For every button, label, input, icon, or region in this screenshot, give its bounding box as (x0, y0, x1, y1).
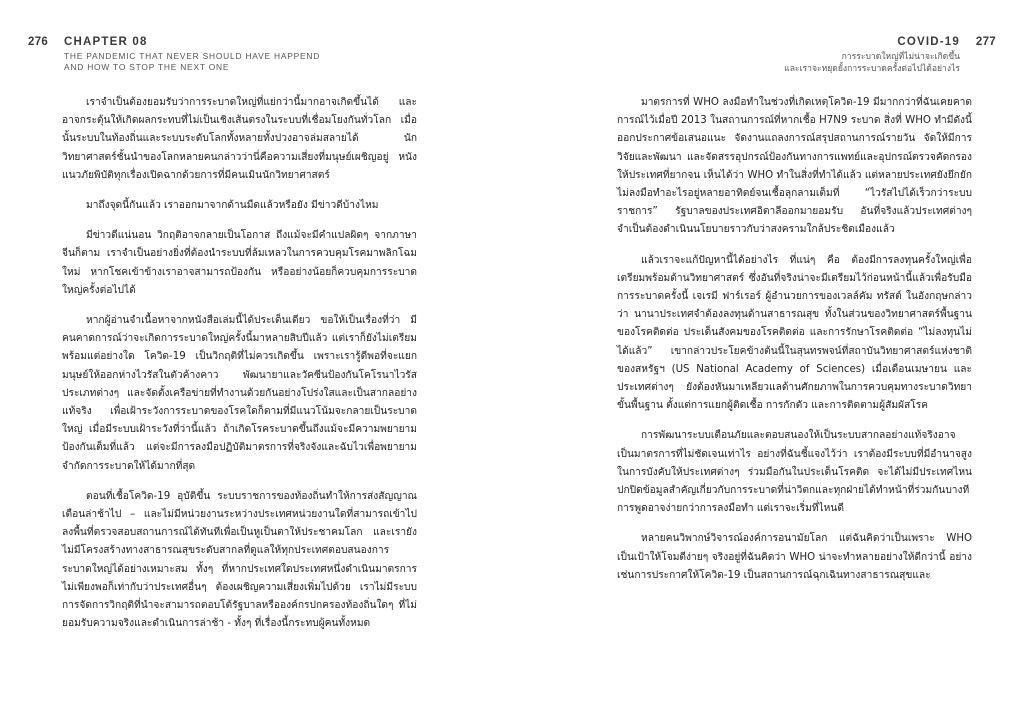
paragraph: หากผู้อ่านจำเนื้อหาจากหนังสือเล่มนี้ได้ประเด็นเดียว ขอให้เป็นเรื่องที่ว่า มีคนคาดการณ์ว่าจะเกิดการระบาดใหญ่ครั้งนี้มาหลายสิบปีแล้ว แต่เราก็ยังไม่เตรียมพร้อมแต่อย่างใด โควิด-19 เป็นวิกฤติที่ไม่ควรเกิดขึ้น เพราะเรารู้ดีพอที่จะแยกมนุษย์ให้ออกห่างไวรัสในตัวค้างคาว พัฒนายาและวัคซีนป้องกันโคโรนาไวรัสประเภทต่างๆ และจัดตั้งเครือข่ายที่ทำงานด้วยกันอย่างโปร่งใสและเป็นสากลอย่างแท้จริง เพื่อเฝ้าระวังการระบาดของโรคใดก็ตามที่มีแนวโน้มจะกลายเป็นระบาดใหญ่ เมื่อมีระบบเฝ้าระวังที่ว่านี้แล้ว ถ้าเกิดโรคระบาดขึ้นถึงแม้จะมีความพยายามป้องกันเต็มที่แล้ว แต่จะมีการลงมือปฏิบัติมาตรการที่จริงจังและฉับไวเพื่อพยายามจำกัดการระบาดให้ได้มากที่สุด (62, 315, 417, 472)
chapter-heading (64, 36, 320, 73)
paragraph: การพัฒนาระบบเตือนภัยและตอบสนองให้เป็นระบบสากลอย่างแท้จริงอาจเป็นมาตรการที่ไม่ชัดเจนเท่าไร อย่างที่ฉันชี้แจงไว้ว่า เราต้องมีระบบที่มีอำนาจสูงในการบังคับให้ประเทศต่างๆ ร่วมมือกันในประเด็นโรคติด จะได้ไม่มีประเทศไหนปกปิดข้อมูลสำคัญเกี่ยวกับการระบาดที่น่าวิตกและทุกฝ่ายได้ทำหน้าที่ร่วมกันบางทีการพูดอาจง่ายกว่าการลงมือทำ แต่เราจะเริ่มที่ไหนดี (617, 430, 972, 515)
paragraph: มาตรการที่ WHO ลงมือทำในช่วงที่เกิดเหตุโควิด-19 มีมากกว่าที่ฉันเคยคาดการณ์ไว้เมื่อปี 2013 ในสถานการณ์ที่หากเชื้อ H7N9 ระบาด สิ่งที่ WHO ทำมีดังนี้ ออกประกาศข้อเสนอแนะ จัดงานแถลงการณ์สรุปสถานการณ์รายวัน จัดให้มีการวิจัยและพัฒนา และจัดสรรอุปกรณ์ป้องกันทางการแพทย์และอุปกรณ์ตรวจคัดกรองให้ประเทศที่ยากจน เห็นได้ว่า WHO ทำในสิ่งที่ทำได้แล้ว แต่หลายประเทศยังยึกยักไม่ลงมือทำอะไรอยู่หลายอาทิตย์จนเชื้อลุกลามเต็มที่ “ไวรัสไปได้เร็วกว่าระบบราชการ” รัฐบาลของประเทศอิตาลีออกมายอมรับ อันที่จริงแล้วประเทศต่างๆ จำเป็นต้องดำเนินนโยบายราวกับว่าสงครามใกล้ประชิดเมืองแล้ว (617, 97, 972, 236)
right-page (512, 0, 1024, 720)
book-title-line-1: THE PANDEMIC THAT NEVER SHOULD HAVE HAPPEND (64, 51, 321, 61)
left-body-text (62, 94, 417, 645)
chapter-title: CHAPTER 08 (64, 36, 148, 48)
running-subtitle-line-2: และเราจะหยุดยั้งการระบาดครั้งต่อไปได้อย่างไร (784, 63, 960, 73)
paragraph: หลายคนวิพากษ์วิจารณ์องค์การอนามัยโลก แต่ฉันคิดว่าเป็นเพราะ WHO เป็นเป้าให้โจมตีง่ายๆ จริงอยู่ที่ฉันคิดว่า WHO น่าจะทำหลายอย่างให้ดีกว่านี้ อย่างเช่นการประกาศให้โควิด-19 เป็นสถานการณ์ฉุกเฉินทางสาธารณสุขและ (617, 533, 972, 581)
running-subtitle (784, 50, 960, 74)
book-title-line-2: AND HOW TO STOP THE NEXT ONE (64, 62, 230, 72)
paragraph: มาถึงจุดนี้กันแล้ว เราออกมาจากด้านมืดแล้วหรือยัง มีข่าวดีบ้างไหม (86, 200, 379, 212)
paragraph: ตอนที่เชื้อโควิด-19 อุบัติขึ้น ระบบราชการของท้องถิ่นทำให้การส่งสัญญาณเตือนล่าช้าไป – และไม่มีหน่วยงานระหว่างประเทศหน่วยงานใดที่สามารถเข้าไปลงพื้นที่ตรวจสอบสถานการณ์ได้ทันทีเพื่อเป็นหูเป็นตาให้ประชาคมโลก และเรายังไม่มีโครงสร้างทางสาธารณสุขระดับสากลที่ดูแลให้ทุกประเทศตอบสนองการระบาดใหญ่ได้อย่างเหมาะสม ทั้งๆ ที่หากประเทศใดประเทศหนึ่งดำเนินมาตรการไม่เพียงพอก็เท่ากับว่าประเทศอื่นๆ ต้องเผชิญความเสี่ยงเพิ่มไปด้วย เราไม่มีระบบการจัดการวิกฤติที่นำจะสามารถตอบโต้รัฐบาลหรือองค์กรปกครองท้องถิ่นใดๆ ที่ไม่ยอมรับความจริงและดำเนินการล่าช้า - ทั้งๆ ที่เรื่องนี้กระทบผู้คนทั้งหมด (62, 490, 417, 630)
book-title (64, 51, 320, 73)
page-number-right: 277 (975, 36, 996, 48)
paragraph: เราจำเป็นต้องยอมรับว่าการระบาดใหญ่ที่แย่กว่านี้มากอาจเกิดขึ้นได้ และอาจกระตุ้นให้เกิดผลกระทบที่ไม่เป็นเชิงเส้นตรงในระบบที่เชื่อมโยงกันทั่วโลก เมื่อนั้นระบบในท้องถิ่นและระบบระดับโลกทั้งหลายทั้งปวงอาจล่มสลายได้ นักวิทยาศาสตร์ชั้นนำของโลกหลายคนกล่าวว่านี่คือความเสี่ยงที่มนุษย์เผชิญอยู่ หนังแนวภัยพิบัติทุกเรื่องเปิดฉากด้วยการที่มีคนเมินนักวิทยาศาสตร์ (62, 97, 417, 181)
paragraph: มีข่าวดีแน่นอน วิกฤติอาจกลายเป็นโอกาส ถึงแม้จะมีคำแปลผิดๆ จากภาษาจีนก็ตาม เราจำเป็นอย่างยิ่งที่ต้องนำระบบที่ล้มเหลวในการควบคุมโรคมาพลิกโฉมใหม่ หากโชคเข้าข้างเราอาจสามารถป้องกัน หรืออย่างน้อยก็ควบคุมการระบาดใหญ่ครั้งต่อไปได้ (62, 230, 417, 296)
page-number-left: 276 (28, 36, 49, 48)
running-heading (784, 36, 960, 74)
right-body-text (617, 94, 972, 597)
paragraph: แล้วเราจะแก้ปัญหานี้ได้อย่างไร ที่แน่ๆ คือ ต้องมีการลงทุนครั้งใหญ่เพื่อเตรียมพร้อมด้านวิทยาศาสตร์ ซึ่งอันที่จริงน่าจะมีเตรียมไว้ก่อนหน้านี้แล้วเพื่อรับมือการระบาดครั้งนี้ เจเรมี ฟาร์เรอร์ ผู้อำนวยการของเวลล์คัม ทรัสต์ ในอังกฤษกล่าวว่า นานาประเทศจำต้องลงทุนด้านสาธารณสุข ทั้งในส่วนของวิทยาศาสตร์พื้นฐานของโรคติดต่อ ประเด็นสังคมของโรคติดต่อ และการรักษาโรคติดต่อ “ไม่ลงทุนไม่ได้แล้ว” เขากล่าวประโยคข้างต้นนี้ในสุนทรพจน์ที่สถาบันวิทยาศาสตร์แห่งชาติของสหรัฐฯ (US National Academy of Sciences) เมื่อเดือนเมษายน และประเทศต่างๆ ยังต้องหันมาเหลียวแลด้านศักยภาพในการควบคุมทางระบาดวิทยาขั้นพื้นฐาน ตั้งแต่การแยกผู้ติดเชื้อ การกักตัว และการติดตามผู้สัมผัสโรค (617, 254, 972, 412)
running-subtitle-line-1: การระบาดใหญ่ที่ไม่น่าจะเกิดขึ้น (841, 51, 960, 61)
running-title: COVID-19 (897, 36, 960, 48)
